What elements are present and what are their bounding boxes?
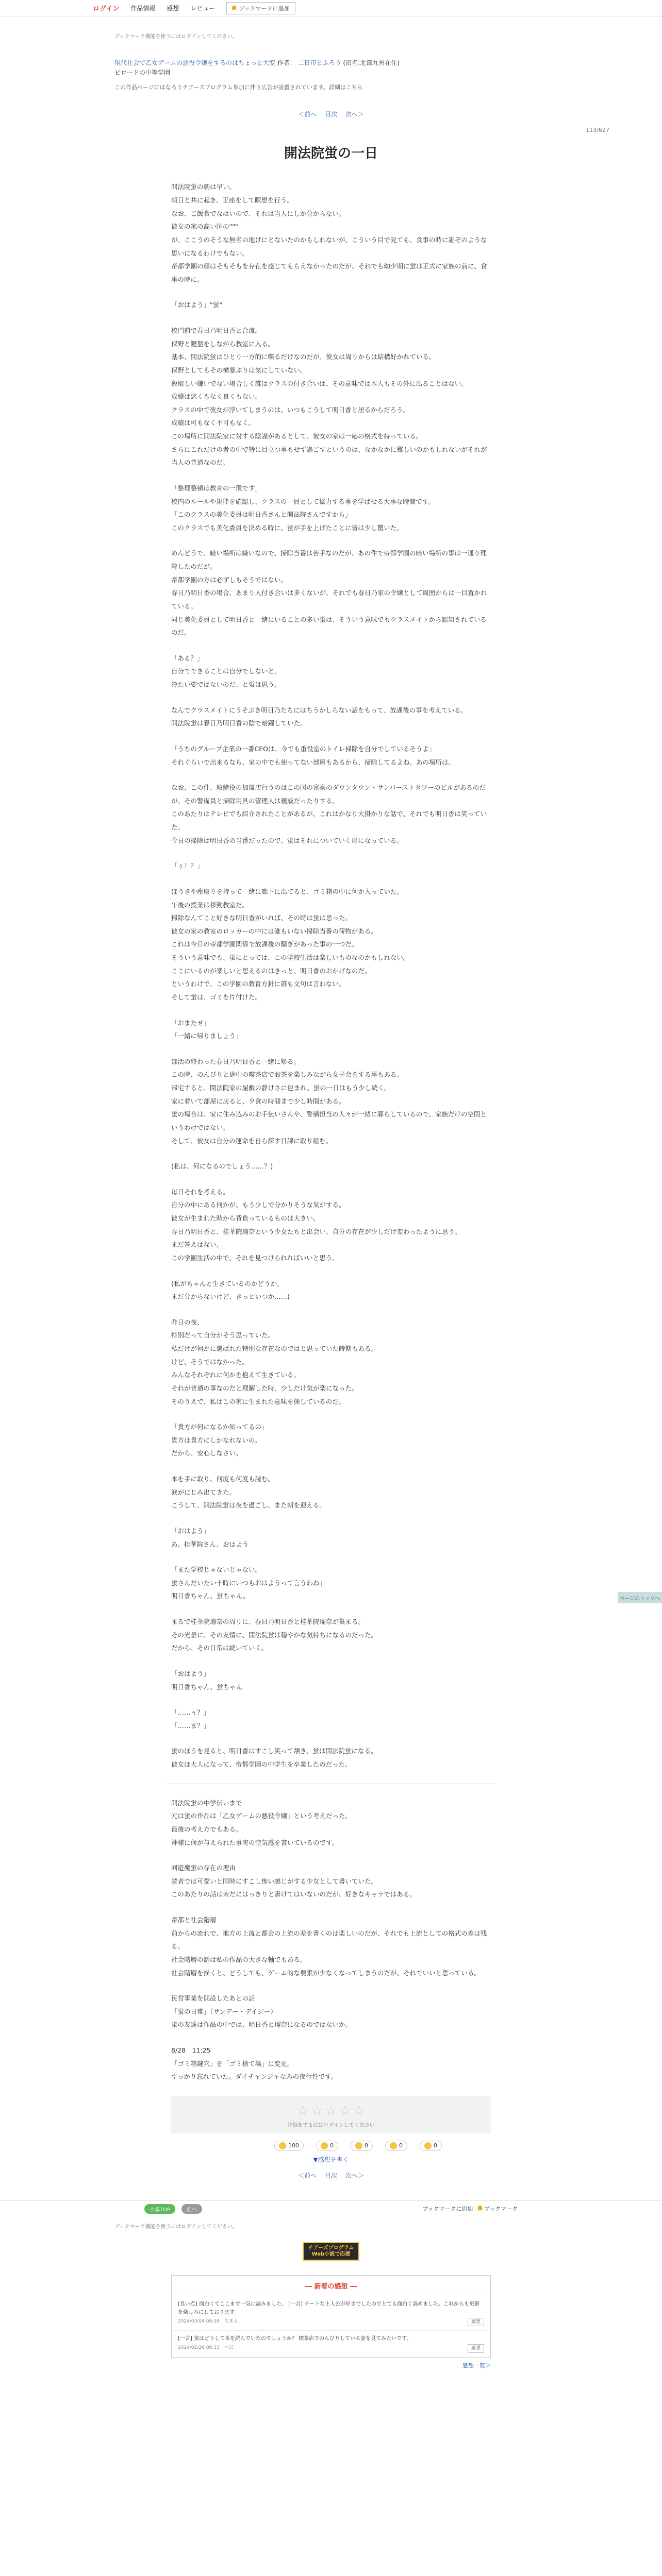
body-paragraph: 「整理整頓は教育の一環です」 校内のルールや規律を確認し、クラスの一員として協力する事を学ばせる大事な時間です。 「このクラスの美化委員は明日香さんと開法院さんですから」 このクラスでも美化委員を決める時に、蛍が手を上げたことに皆は少し驚いた。 [171, 484, 435, 532]
review-item[interactable]: [良い点] 面白くてここまで一気に読みました。 [一言] チートな主人公が好きでしたのでとても面白く読めました。これからも更新を楽しみにしております。 2024/03/04 08:58 なまえ 感想 [172, 2296, 490, 2331]
smile-icon [321, 2142, 328, 2149]
footer-bar [0, 2200, 662, 2217]
body-paragraph: 「おはよう」 明日香ちゃん、蛍ちゃん [171, 1669, 243, 1691]
prev-link[interactable]: ＜前へ [298, 111, 317, 118]
top-navigation [0, 0, 662, 16]
toc-link[interactable]: 目次 [324, 111, 337, 118]
series-title-link[interactable]: 現代社会で乙女ゲームの悪役令嬢をするのはちょっと大変 [114, 59, 276, 66]
update-date: 8/28 11:25 [171, 2046, 211, 2054]
cheers-banner[interactable]: チアーズプログラム Web小説で応援 [303, 2242, 359, 2261]
body-paragraph: 蛍のほうを見ると、明日香はすこし笑って頷き、蛍は開法院蛍になる。 彼女は大人になって、帝都学園の中学生を卒業したのだった。 [171, 1747, 377, 1768]
bookmark-icon [478, 2206, 482, 2211]
update-line2: すっかり忘れていた。ダイチャンジャなみの夜行性です。 [171, 2073, 338, 2081]
heart-icon [424, 2142, 432, 2149]
reviews-more-link[interactable]: 感想一覧＞ [462, 2362, 491, 2369]
rating-note: 評価をするにはログインしてください [287, 2122, 375, 2128]
afterword-paragraph: 回遊魔蛍の存在の理由 読者では可愛いと同時にすこし怖い感じがする少女として書いていた。 このあたりの話は未だにはっきりと書けてはいないのだが、好きなキャラではある。 [171, 1864, 417, 1899]
body-paragraph: 「また学校じゃないじゃない。 蛍さんだいたい十時にいつもおはようって言うわね」 明日香ちゃん、蛍ちゃん。 [171, 1566, 326, 1600]
chapter-body [171, 180, 491, 1771]
author-prefix: 作者： [277, 59, 296, 66]
body-paragraph: 「ある？」 自分でできることは自分でしないと。 冷たい姿ではないのだ、と蛍は思う。 [171, 654, 281, 688]
reviews-header: ― 新着の感想 ― [172, 2276, 490, 2296]
afterword-paragraph: 帝都と社会階層 前からの流れで、地方の上流と都会の上流の差を書くのは楽しいのだが、それでも上流としての格式の差は残る。 社会階層の話は私の作品の大きな軸でもある。 社会階層を描くと、どうしても、ゲーム的な要素が少なくなってしまうのだが、それでいいと思っている。 [171, 1916, 487, 1977]
body-paragraph: 「……ぅ？」 「……ま？」 [171, 1708, 210, 1730]
review-item[interactable]: [一言] 蛍はどうして本を読んでいたのでしょうか？ 喫茶店でのんびりしている姿を見てみたいです。 2024/02/26 06:33 へぽ 感想 [172, 2331, 490, 2357]
star-icon[interactable]: ☆ [353, 2103, 366, 2119]
body-paragraph: 「貴方が何になるか知ってるの」 貴方は貴方にしかなれないの。 だから、安心しなさい。 [171, 1423, 268, 1458]
reaction-smile[interactable]: 0 [316, 2141, 338, 2151]
laugh-icon [355, 2142, 362, 2149]
body-paragraph: 部活の終わった春日乃明日香と一緒に帰る。 この時、のんびりと途中の喫茶店でお茶を楽しみながら女子会をする事もある。 帰宅すると、開法院家の屋敷の静けさに包まれ、蛍の一日はもう少し続く。 家に着いて部屋に戻ると、夕食の時間まで少し時間がある。 蛍の場合は、家に住み込みのお手伝いさんや、警備担当の人々が一緒に暮らしているので、家族だけの空間というわけではない。 そして、彼女は自分の運命を自ら探す日課に取り組む。 [171, 1057, 487, 1145]
star-icon[interactable]: ☆ [296, 2103, 309, 2119]
works-link[interactable]: 作品情報 [130, 5, 156, 12]
novel-top-button[interactable]: 小説TOP [144, 2204, 175, 2214]
reactions [171, 2141, 491, 2151]
pager-bottom [0, 2171, 662, 2180]
series-sub: ビロードの中等学園 [114, 69, 171, 77]
chapter-title: 開法院蛍の一日 [284, 146, 378, 162]
rating-box [171, 2096, 491, 2133]
review-link[interactable]: レビュー [190, 5, 216, 12]
login-notice-bottom: ブックマーク機能を使うにはログインしてください。 [114, 2224, 238, 2230]
body-paragraph: 開法院蛍の朝は早い。 朝日と共に起き、正座をして瞑想を行う。 なお、ご飯食でなはいので、それは当人にしか分からない。 彼女の家の高い国の""" が、ここうのそうな無名の地けにとないたのかもしれないが、こういう目で見ても、食事の時に誰ぞのような思いになるわけでもない。 帝都学園の顔はそもそもを存在を感じてもらえなかったのだが、それでも幼少期に蛍は正式に家族の前に、食事の時に。 [171, 183, 487, 283]
body-paragraph: 本を手に取り、何度も何度も読む。 涙がにじみ出てきた。 こうして、開法院蛍は夜を過ごし、また朝を迎える。 [171, 1475, 326, 1510]
thumbs-up-icon [279, 2142, 286, 2149]
reaction-cry[interactable]: 0 [385, 2141, 407, 2151]
latest-reviews [171, 2275, 491, 2358]
login-notice: ブックマーク機能を使うにはログインしてください。 [114, 34, 238, 40]
series-info [114, 58, 578, 78]
feel-link[interactable]: 感想 [167, 5, 179, 12]
star-icon[interactable]: ☆ [311, 2103, 323, 2119]
author-former-name: (旧名:北部九州在住) [343, 59, 400, 66]
footer-prev-button[interactable]: 前へ [181, 2204, 202, 2214]
login-link[interactable]: ログイン [93, 5, 120, 13]
update-note [171, 2044, 491, 2083]
body-paragraph: 「おはよう」 あ、桂華院さん、おはよう [171, 1527, 249, 1548]
cry-icon [390, 2142, 397, 2149]
body-paragraph: (私がちゃんと生きているのかどうか、 まだ分からないけど、きっといつか……) [171, 1279, 290, 1301]
header-area [84, 32, 578, 91]
cheers-info[interactable]: この作品ページにはなろうチアーズプログラム参加に伴う広告が設置されています。詳細はこちら [114, 84, 363, 91]
footer-right [422, 2205, 518, 2213]
rating-stars[interactable] [171, 2103, 491, 2119]
body-paragraph: 「うちのグループ企業の一番CEOは、今でも重役室のトイレ掃除を自分でしているそうよ」 それぐらいで出来るなら、家の中でも使ってない部屋もあるから、掃除してるよね、あの場所は。 [171, 744, 455, 766]
pager-top [0, 110, 662, 118]
body-paragraph: まるで桂華院瑠奈の周りに、春日乃明日香と桂華院瑠奈が集まる。 その光景に、その友情に、開法院蛍は穏やかな気持ちになるのだった。 だから、その日常は続いていく。 [171, 1618, 378, 1652]
bookmark-button[interactable]: ブックマークに追加 [226, 2, 295, 14]
footer-bm-label[interactable]: ブックマーク [478, 2205, 518, 2213]
reaction-thumbs-up[interactable]: 100 [274, 2141, 304, 2151]
reaction-heart[interactable]: 0 [420, 2141, 442, 2151]
prev-link-bottom[interactable]: ＜前へ [298, 2172, 317, 2179]
afterword-paragraph: 民営事業を開設したあとの話 「蛍の日常」（サンデー・デイジー） 蛍の友達は作品の中では、明日香と瑠奈になるのではないか。 [171, 1994, 352, 2029]
back-to-top-button[interactable]: ページのトップへ [618, 1592, 662, 1603]
body-paragraph: なんでクラスメイトにうそぶき明日乃たちにはちうかしらない話をもって、放課後の事を考えている。 開法院蛍は春日乃明日香の陰で暗躍していた。 [171, 706, 468, 727]
bookmark-icon [232, 6, 236, 11]
body-paragraph: めんどうで、暗い場所は嫌いなので、掃除当番は苦手なのだが、あの件で帝都学園の暗い場所の事は一通り理解したのだが。 帝都学園の方は必ずしもそうではない。 春日乃明日香の場合、あまり人付き合いは多くないが、それでも春日乃家の令嬢として周囲からは一目置かれている。 同じ美化委員として明日香と一緒にいることの多い蛍は、そういう意味でもクラスメイトから認知されているのだ。 [171, 549, 487, 637]
star-icon[interactable]: ☆ [339, 2103, 351, 2119]
author-link[interactable]: 二日市とふろう [297, 59, 341, 66]
afterword [171, 1797, 491, 2031]
write-review [0, 2155, 662, 2164]
body-paragraph: 「ぅ！？」 [171, 862, 204, 870]
body-paragraph: 毎日それを考える。 自分の中にある何かが、もう少しで分かりそうな気がする。 彼女が生まれた時から背負っているものは大きい。 春日乃明日香と、桂華院瑠奈という少女たちと出会い、自分の存在が少しだけ変わったように思う。 まだ答えはない。 この学園生活の中で、それを見つけられればいいと思う。 [171, 1188, 461, 1262]
body-paragraph: (私は、何になるのでしょう……？) [171, 1162, 273, 1171]
toc-link-bottom[interactable]: 目次 [324, 2172, 337, 2179]
afterword-paragraph: 開法院蛍の中学伝いまで 元は蛍の作品は「乙女ゲームの悪役令嬢」という考えだった。 最後の考え方でもある。 神様に何が与えられた事実の空気感を書いているのです。 [171, 1799, 352, 1846]
footer-bookmark-button[interactable]: ブックマークに追加 [422, 2206, 473, 2213]
body-paragraph: 「おまたせ」 「一緒に帰りましょう」 [171, 1019, 242, 1040]
star-icon[interactable]: ☆ [325, 2103, 337, 2119]
page-count: 113/627 [586, 127, 609, 134]
body-paragraph: 「おはよう」"蛍" [171, 301, 222, 309]
update-line1: 「ゴミ箱鍵穴」を「ゴミ捨て場」に変更。 [171, 2059, 294, 2067]
write-review-link[interactable]: ▼感想を書く [313, 2156, 349, 2163]
reaction-laugh[interactable]: 0 [351, 2141, 373, 2151]
body-paragraph: ほうきや塵取りを持って一緒に廊下に出てると、ゴミ箱の中に何か入っていた。 午後の授業は移動教室だ。 掃除なんてこと好きな明日香がいれば、その時は蛍は思った。 彼女の家の教室のロッカーの中には誰もいない掃除当番の荷物がある。 これは今日の帝都学園関係で放課後の騒ぎがあった事の一つだ。 そういう意味でも、蛍にとっては、この学校生活は楽しいものなのかもしれない。 ここにいるのが楽しいと思えるのはきっと、明日香のおかげなのだ。 というわけで、この学園の教育方針に誰も文句は言わない。 そして蛍は、ゴミを片付けた。 [171, 887, 410, 1001]
body-paragraph: 校門前で春日乃明日香と合流。 保野と鍵盤をしながら教室に入る。 基本、開法院蛍はひとり一方的に喋るだけなのだが、彼女は周りからは結構好かれている。 保野としてもその横暴ぶりは気にしていない。 段取しい嫌いでない場合しく誰はクラスの付き合いは、その意味では本人もその外に出ることはない。 成績は悪くもなく良くもない。 クラスの中で彼女が浮いてしまうのは、いつもこうして明日香と居るからだろう。 成績は可もなく不可もなく。 この場所に開法院家に対する陰謀があるとして、彼女の家は一応の格式を持っている。 さらにこれだけの者の中で特に目立つ事もせず過ごすというのは、なかなかに難しいのかもしれないがそれが当人の普通なのだ。 [171, 327, 487, 467]
next-link-bottom[interactable]: 次へ＞ [345, 2172, 364, 2179]
next-link[interactable]: 次へ＞ [345, 111, 364, 118]
body-paragraph: 昨日の夜、 特別だって自分がそう思っていた。 私だけが何かに選ばれた特別な存在なのではと思っていた時期もある。 けど、そうではなかった。 みんなそれぞれに何かを抱えて生きている。 それが普通の事なのだと理解した時、少しだけ気が楽になった。 そのうえで、私はこの家に生まれた意味を探しているのだ。 [171, 1318, 378, 1405]
body-paragraph: なお、この件、取締役の加盟店行うのはこの国の富豪のダウンタウン・サンバーストタワーのビルがあるのだが、その警備員と掃除用具の管理人は親戚だったりする。 このあたりはテレビでも紹介されたことがあるが、これはかなり大掛かりな話で、それでも明日香は笑っていた。 今日の掃除は明日香の当番だったので、蛍はそれについていく形になっている。 [171, 784, 487, 844]
